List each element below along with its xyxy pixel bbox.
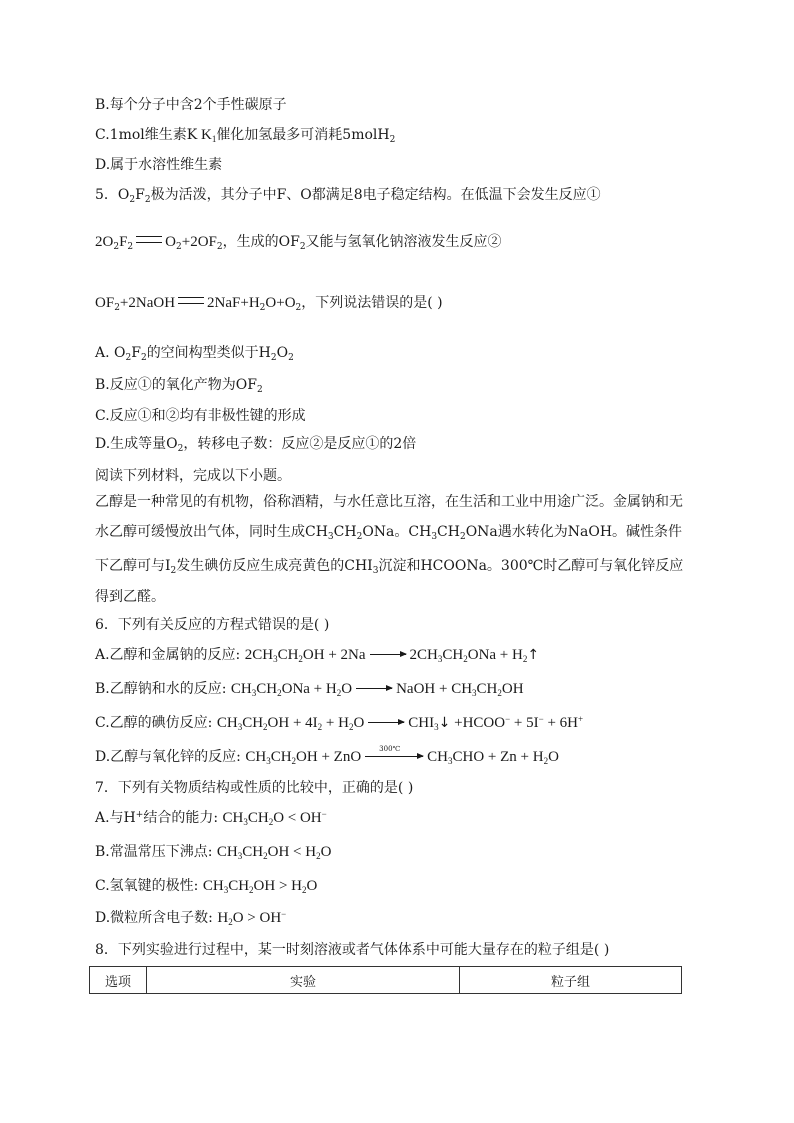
q4-option-d: D.属于水溶性维生素 — [95, 157, 223, 173]
q6-option-b: B.乙醇钠和水的反应: $CH_3CH_2ONa + H_2O$ NaOH + $CH_3CH_2OH$ — [95, 681, 524, 698]
reading-intro: 阅读下列材料，完成以下小题。 — [95, 468, 291, 484]
table-header-particles: 粒子组 — [460, 967, 682, 994]
q5-reaction-1: $2O_2F_2$ $O_2+2OF_2$，生成的$OF_2$又能与氢氧化钠溶液发生反应② — [95, 234, 502, 252]
q5-stem: 5．$O_2F_2$极为活泼，其分子中F、O都满足8电子稳定结构。在低温下会发生反应① — [95, 187, 601, 205]
table-header-experiment: 实验 — [147, 967, 460, 994]
q8-table — [89, 966, 682, 994]
reading-para-line-4: 得到乙醛。 — [95, 589, 165, 605]
q6-option-c: C.乙醇的碘仿反应: $CH_3CH_2OH + 4I_2 + H_2O$ $CHI_3↓$ +HCOO− + 5I− + 6H+ — [95, 714, 584, 732]
reading-para-line-2: 水乙醇可缓慢放出气体，同时生成$CH_3CH_2ONa$。$CH_3CH_2ONa$遇水转化为NaOH。碱性条件 — [95, 524, 683, 542]
q7-stem: 7．下列有关物质结构或性质的比较中，正确的是( ) — [95, 780, 414, 796]
q8-stem: 8．下列实验进行过程中，某一时刻溶液或者气体体系中可能大量存在的粒子组是( ) — [95, 942, 610, 958]
q5-reaction-2: $OF_2+2NaOH$ $2NaF+H_2O+O_2$，下列说法错误的是( ) — [95, 295, 443, 313]
q4-option-b: B.每个分子中含2个手性碳原子 — [95, 97, 287, 113]
q6-option-a: A.乙醇和金属钠的反应: $2CH_3CH_2OH + 2Na$ $2CH_3CH_2ONa$ + $H_2↑$ — [95, 647, 540, 664]
q5-option-a: A. $O_2F_2$的空间构型类似于$H_2O_2$ — [95, 345, 294, 363]
reading-para-line-1: 乙醇是一种常见的有机物，俗称酒精，与水任意比互溶，在生活和工业中用途广泛。金属钠和无 — [95, 494, 683, 510]
q4-option-c: C.1mol维生素K $K_1$催化加氢最多可消耗5molH$_2$ — [95, 127, 396, 145]
q7-option-b: B.常温常压下沸点: $CH_3CH_2OH < H_2O$ — [95, 844, 332, 861]
q5-option-b: B.反应①的氧化产物为$OF_2$ — [95, 377, 263, 395]
q6-option-d: D.乙醇与氧化锌的反应: $CH_3CH_2OH$ + ZnO 300℃ $CH_3CHO + Zn + H_2O$ — [95, 745, 559, 766]
q5-option-c: C.反应①和②均有非极性键的形成 — [95, 408, 306, 424]
q7-option-c: C.氢氧键的极性: $CH_3CH_2OH > H_2O$ — [95, 878, 318, 895]
table-header-row — [90, 967, 682, 994]
reaction-condition: 300℃ — [379, 745, 401, 753]
q7-option-d: D.微粒所含电子数: $H_2O > OH^-$ — [95, 909, 287, 927]
table-header-option: 选项 — [90, 967, 147, 994]
q7-option-a: A.与H+结合的能力: $CH_3CH_2O < OH^-$ — [95, 809, 327, 827]
q6-stem: 6．下列有关反应的方程式错误的是( ) — [95, 617, 330, 633]
reading-para-line-3: 下乙醇可与$I_2$发生碘仿反应生成亮黄色的$CHI_3$沉淀和HCOONa。300℃时乙醇可与氧化锌反应 — [95, 558, 684, 576]
q5-option-d: D.生成等量$O_2$，转移电子数：反应②是反应①的2倍 — [95, 436, 417, 454]
